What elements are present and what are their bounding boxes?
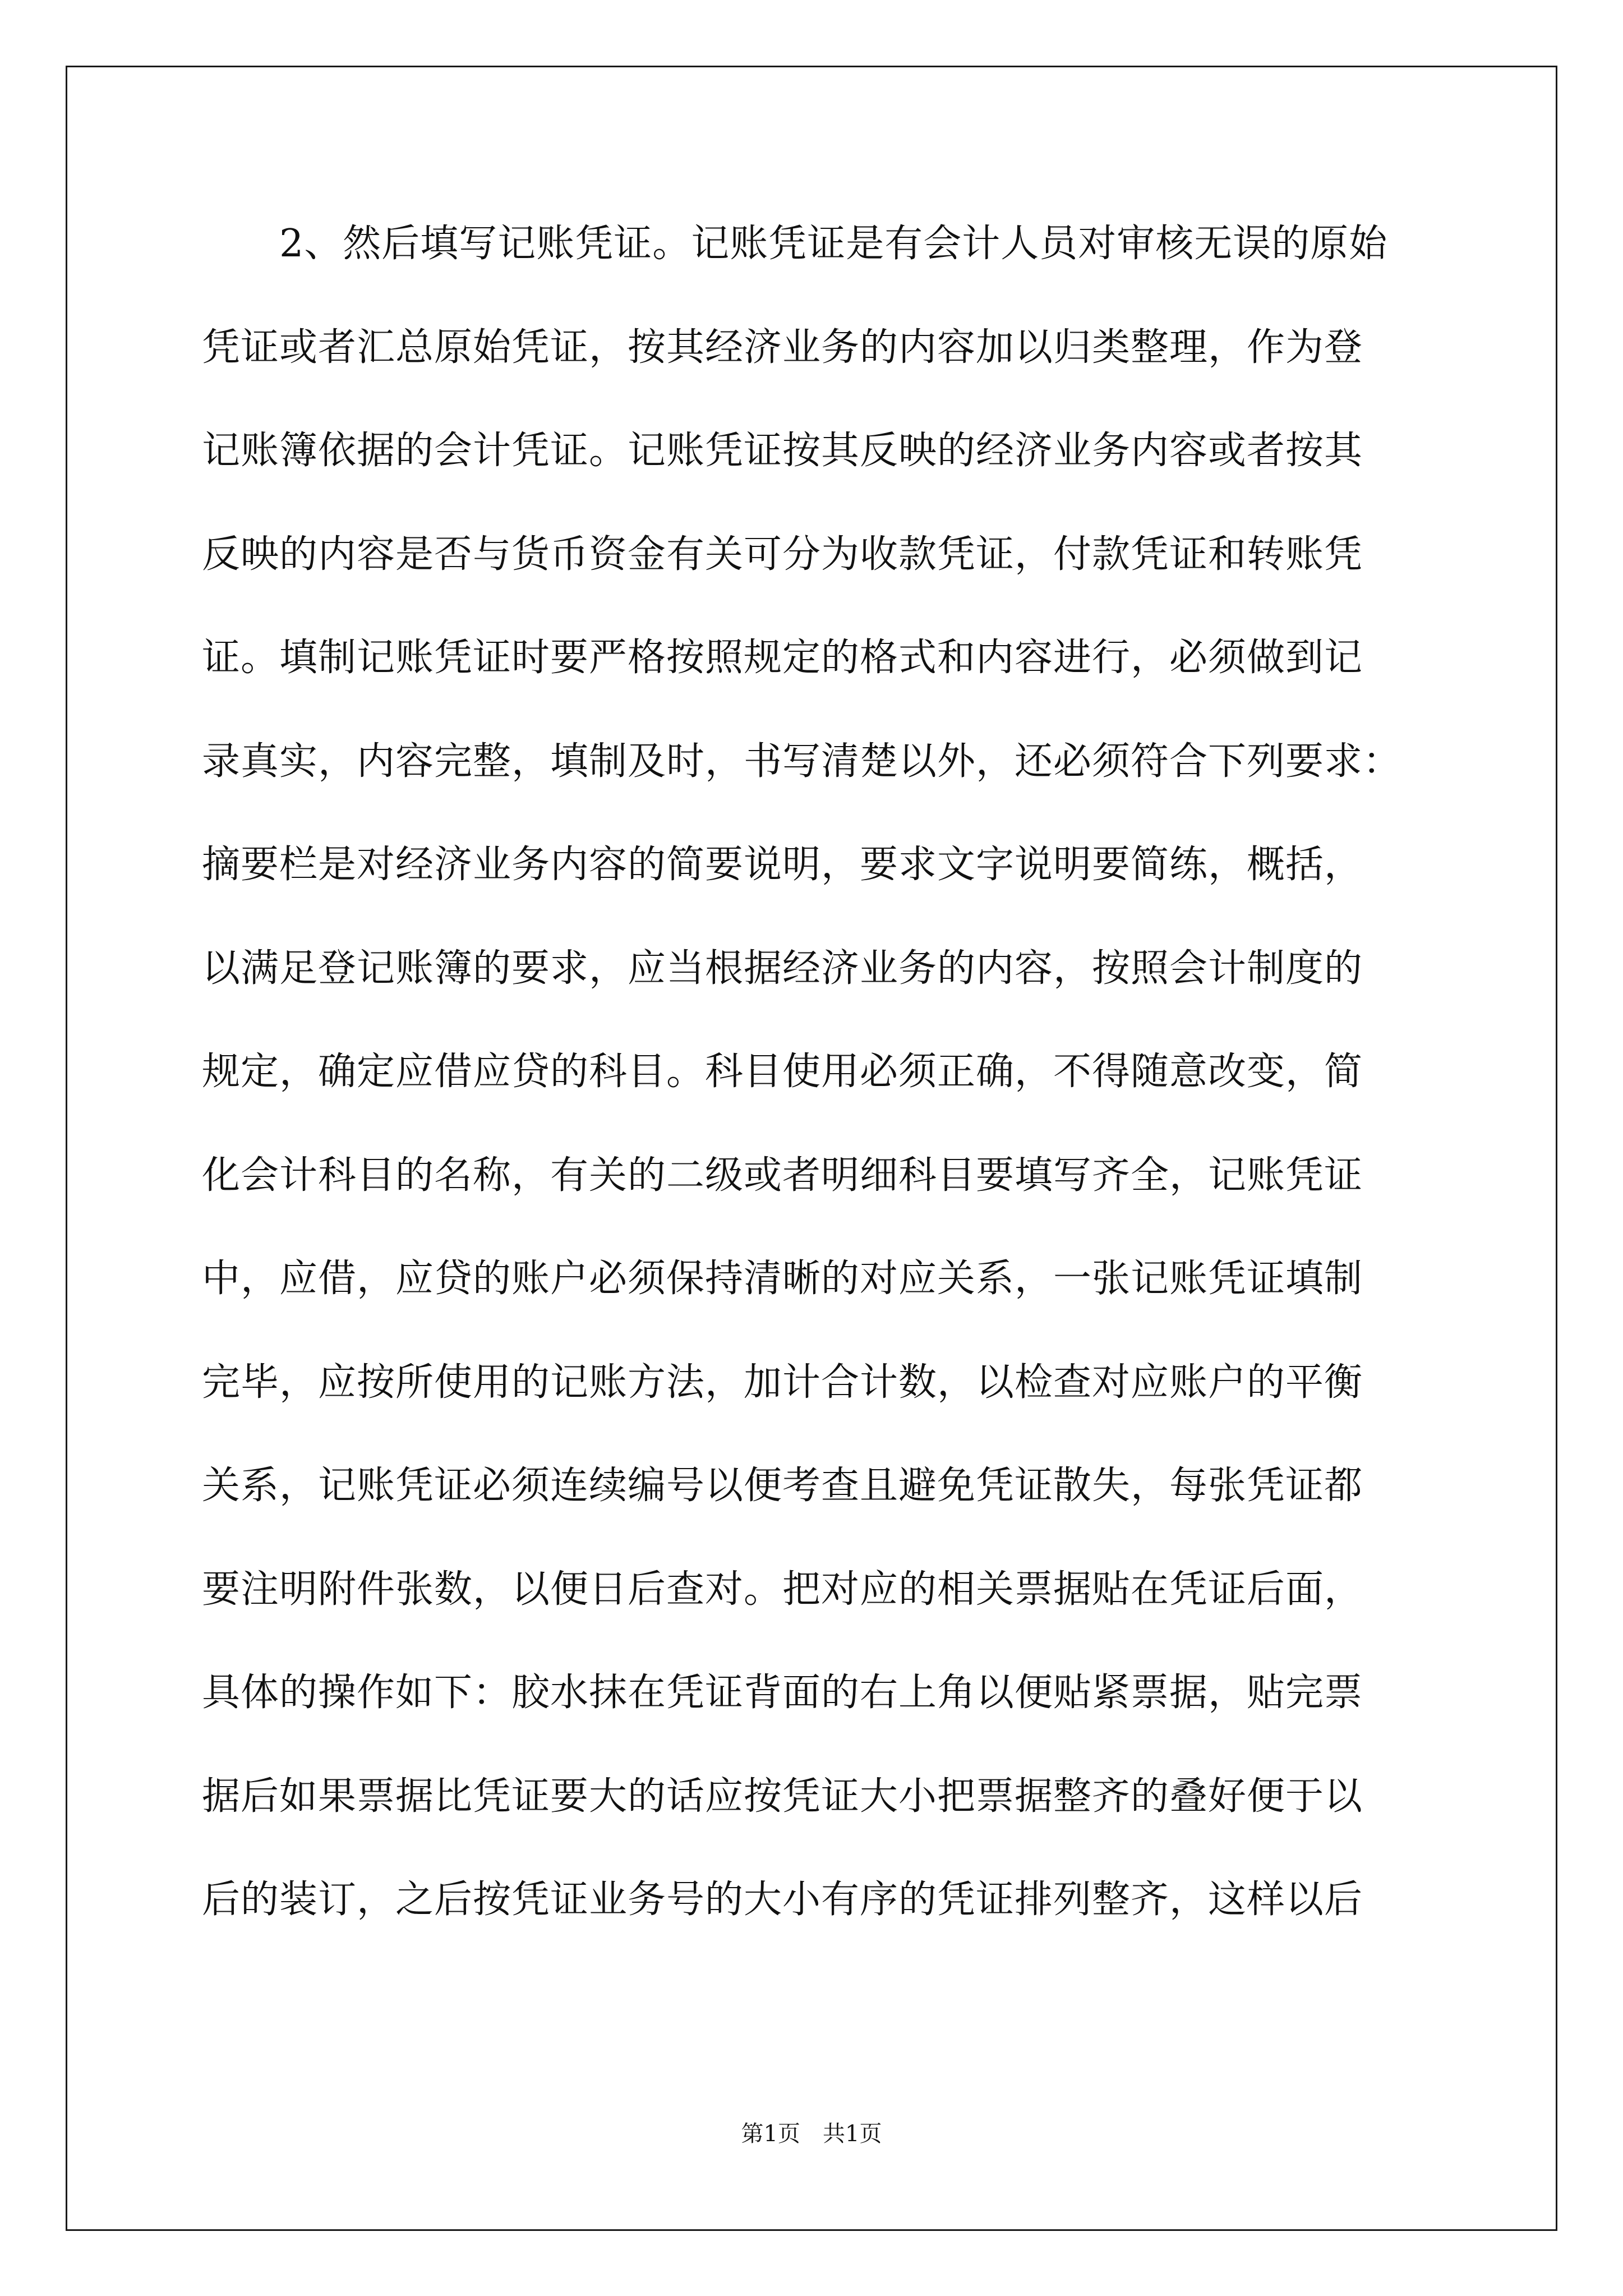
paragraph-line: 录真实，内容完整，填制及时，书写清楚以外，还必须符合下列要求： [202,739,1402,784]
page-footer: 第1页 共1页 [741,2121,882,2147]
paragraph-line: 以满足登记账簿的要求，应当根据经济业务的内容，按照会计制度的 [202,946,1363,991]
paragraph-line: 中，应借，应贷的账户必须保持清晰的对应关系，一张记账凭证填制 [202,1257,1363,1301]
paragraph-line: 据后如果票据比凭证要大的话应按凭证大小把票据整齐的叠好便于以 [202,1774,1363,1819]
paragraph-line: 规定，确定应借应贷的科目。科目使用必须正确，不得随意改变，简 [202,1050,1363,1094]
paragraph-line: 具体的操作如下：胶水抹在凭证背面的右上角以便贴紧票据，贴完票 [202,1671,1363,1715]
document-body [202,210,1430,1970]
paragraph-line: 后的装订，之后按凭证业务号的大小有序的凭证排列整齐，这样以后 [202,1878,1363,1922]
paragraph-line: 要注明附件张数，以便日后查对。把对应的相关票据贴在凭证后面， [202,1567,1363,1612]
paragraph-line: 记账簿依据的会计凭证。记账凭证按其反映的经济业务内容或者按其 [202,429,1363,473]
paragraph-line: 凭证或者汇总原始凭证，按其经济业务的内容加以归类整理，作为登 [202,325,1363,370]
paragraph-line: 反映的内容是否与货币资金有关可分为收款凭证，付款凭证和转账凭 [202,532,1363,577]
paragraph-line: 摘要栏是对经济业务内容的简要说明，要求文字说明要简练，概括， [202,843,1363,887]
paragraph-line: 证。填制记账凭证时要严格按照规定的格式和内容进行，必须做到记 [202,636,1363,680]
paragraph-line: 关系，记账凭证必须连续编号以便考查且避免凭证散失，每张凭证都 [202,1464,1363,1508]
paragraph-line: 2、然后填写记账凭证。记账凭证是有会计人员对审核无误的原始 [279,222,1388,266]
paragraph-line: 完毕，应按所使用的记账方法，加计合计数，以检查对应账户的平衡 [202,1360,1363,1405]
paragraph-line: 化会计科目的名称，有关的二级或者明细科目要填写齐全，记账凭证 [202,1153,1363,1198]
